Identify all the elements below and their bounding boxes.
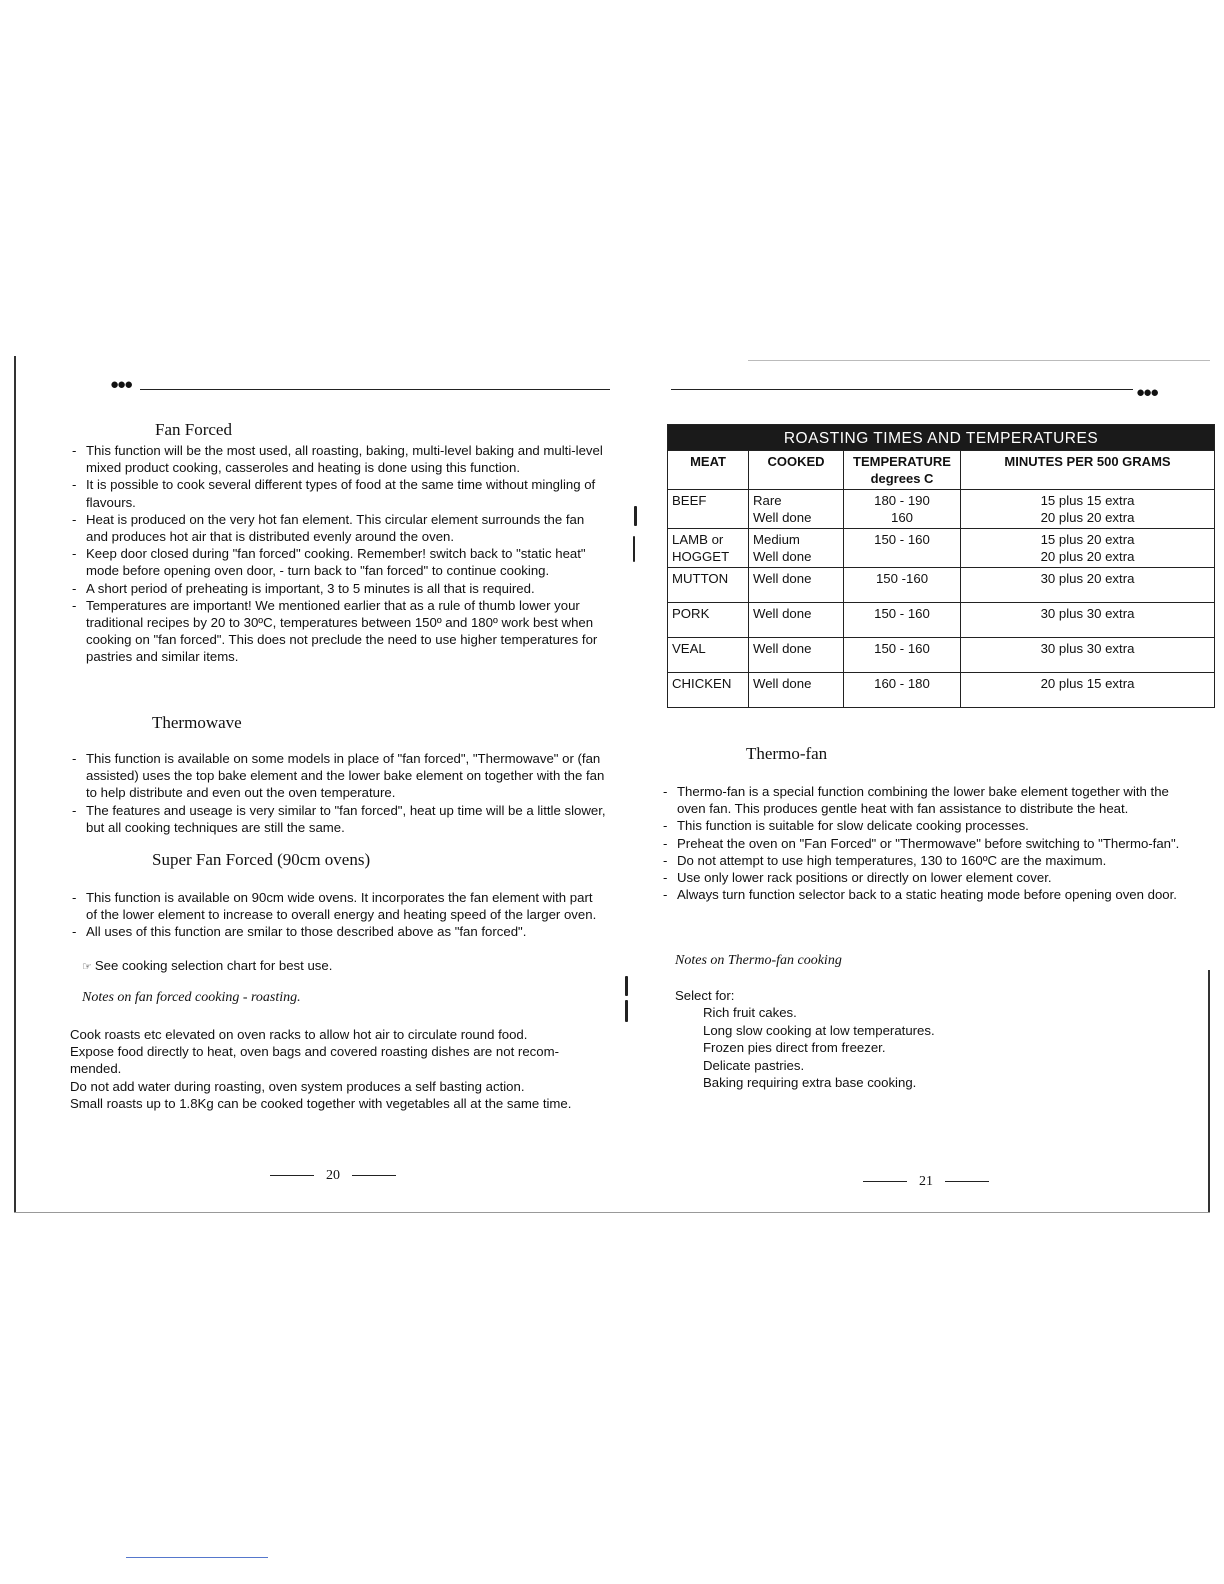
temperature-cell: 150 - 160 [844,603,961,638]
fan-forced-heading: Fan Forced [155,420,232,439]
temperature-cell: 150 -160 [844,568,961,603]
col-header-cooked: COOKED [749,451,844,490]
list-item: Baking requiring extra base cooking. [703,1075,917,1091]
meat-cell: CHICKEN [668,673,749,708]
list-item: Frozen pies direct from freezer. [703,1040,886,1056]
list-item: - Do not attempt to use high temperatures, 130 to 160ºC are the maximum. [663,852,1193,869]
temperature-cell: 150 - 160 [844,638,961,673]
notes-paragraph: Do not add water during roasting, oven system produces a self basting action. [70,1078,525,1094]
minutes-cell: 20 plus 15 extra [961,673,1215,708]
table-row [668,529,1215,568]
right-page [615,0,1224,1584]
list-item: - The features and useage is very similar to "fan forced", heat up time will be a little slower, but all cooking techniques are still the same. [72,802,607,836]
thermo-fan-notes-title: Notes on Thermo-fan cooking [675,953,842,968]
table-row [668,673,1215,708]
page-number: 20 [326,1168,340,1183]
minutes-cell: 15 plus 15 extra 20 plus 20 extra [961,490,1215,529]
meat-cell: PORK [668,603,749,638]
minutes-cell: 30 plus 30 extra [961,638,1215,673]
list-item: - Always turn function selector back to a static heating mode before opening oven door. [663,886,1193,903]
col-header-minutes: MINUTES PER 500 GRAMS [961,451,1215,490]
header-rule [140,389,610,390]
minutes-cell: 15 plus 20 extra 20 plus 20 extra [961,529,1215,568]
temperature-label: TEMPERATURE [853,454,951,469]
cooked-cell: Well done [749,603,844,638]
select-for-list [675,987,1175,1091]
select-for-label: Select for: [675,988,735,1003]
cooked-cell: Rare Well done [749,490,844,529]
list-item: - Preheat the oven on "Fan Forced" or "Thermowave" before switching to "Thermo-fan". [663,835,1193,852]
table-row [668,568,1215,603]
table-row [668,603,1215,638]
cooked-cell: Well done [749,638,844,673]
list-item: - Heat is produced on the very hot fan element. This circular element surrounds the fan and produces hot air that is distributed evenly around the oven. [72,511,607,545]
col-header-temperature [844,451,961,490]
brand-logo-icon: ●●● [1136,384,1158,401]
minutes-cell: 30 plus 20 extra [961,568,1215,603]
thermo-fan-heading: Thermo-fan [746,744,828,763]
list-item: - This function is available on some models in place of "fan forced", "Thermowave" or (fan assisted) uses the top bake element and the lower bake element on together with the fan to help distribute and even out the oven temperature. [72,750,607,802]
page-number: 21 [919,1174,933,1189]
see-chart-note [82,957,602,976]
list-item: - All uses of this function are smilar to those described above as "fan forced". [72,923,607,940]
super-fan-list [72,889,607,941]
list-item: Long slow cooking at low temperatures. [703,1022,935,1038]
list-item: - Use only lower rack positions or directly on lower element cover. [663,869,1193,886]
fan-forced-notes-body [70,1026,600,1112]
col-header-meat: MEAT [668,451,749,490]
cooked-cell: Medium Well done [749,529,844,568]
notes-paragraph: Expose food directly to heat, oven bags and covered roasting dishes are not recom-mended. [70,1044,559,1077]
list-item: - This function is suitable for slow delicate cooking processes. [663,817,1193,834]
list-item: - It is possible to cook several different types of food at the same time without mingling of flavours. [72,476,607,510]
list-item: - A short period of preheating is important, 3 to 5 minutes is all that is required. [72,580,607,597]
meat-cell: MUTTON [668,568,749,603]
thermo-fan-list [663,783,1193,903]
list-item: - This function is available on 90cm wide ovens. It incorporates the fan element with part of the lower element to increase to overall energy and heating speed of the larger oven. [72,889,607,923]
meat-cell: BEEF [668,490,749,529]
table-row [668,638,1215,673]
temperature-cell: 150 - 160 [844,529,961,568]
super-fan-heading: Super Fan Forced (90cm ovens) [152,850,371,869]
fan-forced-notes-title: Notes on fan forced cooking - roasting. [82,990,301,1005]
list-item: - This function will be the most used, all roasting, baking, multi-level baking and multi-level mixed product cooking, casseroles and heating is done using this function. [72,442,607,476]
thermowave-list [72,750,607,836]
list-item: - Thermo-fan is a special function combining the lower bake element together with the oven fan. This produces gentle heat with fan assistance to distribute the heat. [663,783,1193,817]
page-number-left [258,1168,408,1184]
list-item: - Keep door closed during "fan forced" cooking. Remember! switch back to "static heat" mode before opening oven door, - turn back to "fan forced" to continue cooking. [72,545,607,579]
brand-logo-icon: ●●● [110,376,132,393]
minutes-cell: 30 plus 30 extra [961,603,1215,638]
header-rule [671,389,1133,390]
pointing-hand-icon: ☞ [82,961,92,973]
list-item: - Temperatures are important! We mentioned earlier that as a rule of thumb lower your traditional recipes by 20 to 30ºC, temperatures between 150º and 180º work best when cooking on "fan forced". This does not preclude the need to use higher temperatures for pastries and similar items. [72,597,607,666]
table-title: ROASTING TIMES AND TEMPERATURES [668,425,1215,451]
degrees-label: degrees C [870,471,934,486]
see-chart-text: See cooking selection chart for best use. [94,958,333,973]
list-item: Rich fruit cakes. [703,1005,797,1021]
temperature-cell: 180 - 190 160 [844,490,961,529]
cooked-cell: Well done [749,673,844,708]
meat-cell: VEAL [668,638,749,673]
table-row [668,490,1215,529]
fan-forced-list [72,442,607,666]
meat-cell: LAMB or HOGGET [668,529,749,568]
page-number-right [851,1174,1001,1190]
temperature-cell: 160 - 180 [844,673,961,708]
notes-paragraph: Cook roasts etc elevated on oven racks to allow hot air to circulate round food. [70,1027,528,1042]
list-item: Delicate pastries. [703,1057,805,1073]
roasting-times-table [667,424,1215,708]
cooked-cell: Well done [749,568,844,603]
thermowave-heading: Thermowave [152,713,242,732]
notes-paragraph: Small roasts up to 1.8Kg can be cooked together with vegetables all at the same time. [70,1095,572,1111]
